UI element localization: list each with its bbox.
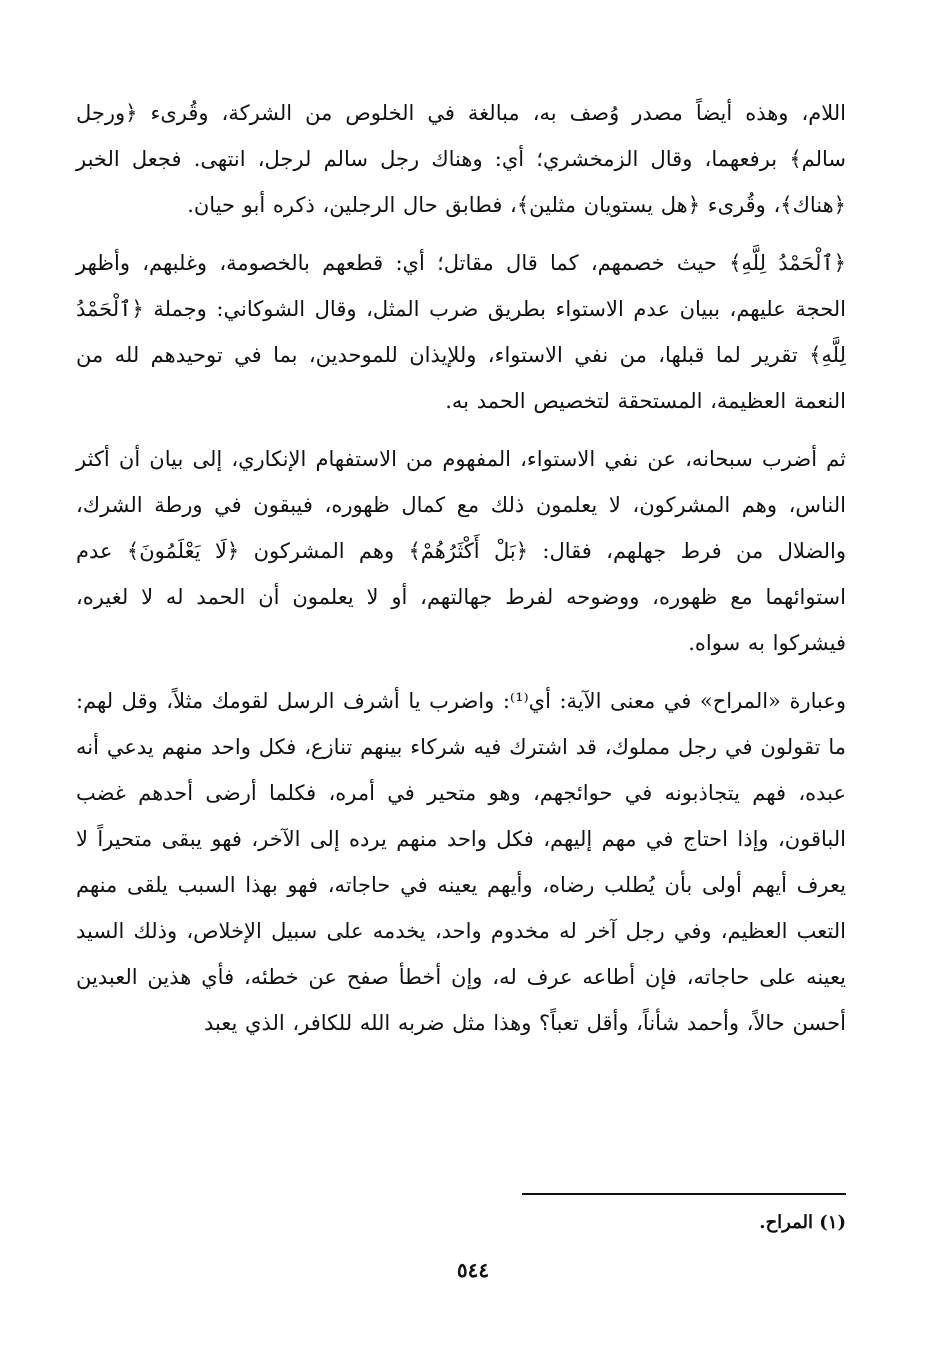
- paragraph-4: وعبارة «المراح» في معنى الآية: أي⁽¹⁾: واضرب يا أشرف الرسل لقومك مثلاً، وقل لهم: ما تقولون في رجل مملوك، قد اشترك فيه شركاء بينهم تنازع، فكل واحد منهم يدعي أنه عبده، فهم يتجاذبونه في حوائجهم، وهو متحير في أمره، فكلما أرضى أحدهم غضب الباقون، وإذا احتاج في مهم إليهم، فكل واحد منهم يرده إلى الآخر، فهو يبقى متحيراً لا يعرف أيهم أولى بأن يُطلب رضاه، وأيهم يعينه في حاجاته، فهو بهذا السبب يلقى منهم التعب العظيم، وفي رجل آخر له مخدوم واحد، يخدمه على سبيل الإخلاص، وذلك السيد يعينه على حاجاته، فإن أطاعه عرف له، وإن أخطأ صفح عن خطئه، فأي هذين العبدين أحسن حالاً، وأحمد شأناً، وأقل تعباً؟ وهذا مثل ضربه الله للكافر، الذي يعبد: [76, 689, 847, 1035]
- footnote: (١) المراح.: [759, 1212, 846, 1233]
- footnote-divider: [522, 1193, 846, 1195]
- paragraph-2: ﴿ٱلْحَمْدُ لِلَّهِ﴾ حيث خصمهم، كما قال مقاتل؛ أي: قطعهم بالخصومة، وغلبهم، وأظهر الحجة عليهم، ببيان عدم الاستواء بطريق ضرب المثل، وقال الشوكاني: وجملة ﴿ٱلْحَمْدُ لِلَّهِ﴾ تقرير لما قبلها، من نفي الاستواء، وللإيذان للموحدين، بما في توحيدهم لله من النعمة العظيمة، المستحقة لتخصيص الحمد به.: [76, 251, 846, 413]
- paragraph-3: ثم أضرب سبحانه، عن نفي الاستواء، المفهوم من الاستفهام الإنكاري، إلى بيان أن أكثر الناس، وهم المشركون، لا يعلمون ذلك مع كمال ظهوره، فيبقون في ورطة الشرك، والضلال من فرط جهلهم، فقال: ﴿بَلْ أَكْثَرُهُمْ﴾ وهم المشركون ﴿لَا يَعْلَمُونَ﴾ عدم استوائهما مع ظهوره، ووضوحه لفرط جهالتهم، أو لا يعلمون أن الحمد له لا لغيره، فيشركوا به سواه.: [76, 447, 846, 655]
- paragraph-1: اللام، وهذه أيضاً مصدر وُصف به، مبالغة في الخلوص من الشركة، وقُرىء ﴿ورجل سالم﴾ برفعهما، وقال الزمخشري؛ أي: وهناك رجل سالم لرجل، انتهى. فجعل الخبر ﴿هناك﴾، وقُرىء ﴿هل يستويان مثلين﴾، فطابق حال الرجلين، ذكره أبو حيان.: [76, 101, 846, 217]
- page-number: ٥٤٤: [456, 1258, 490, 1282]
- page-body: [76, 90, 846, 1046]
